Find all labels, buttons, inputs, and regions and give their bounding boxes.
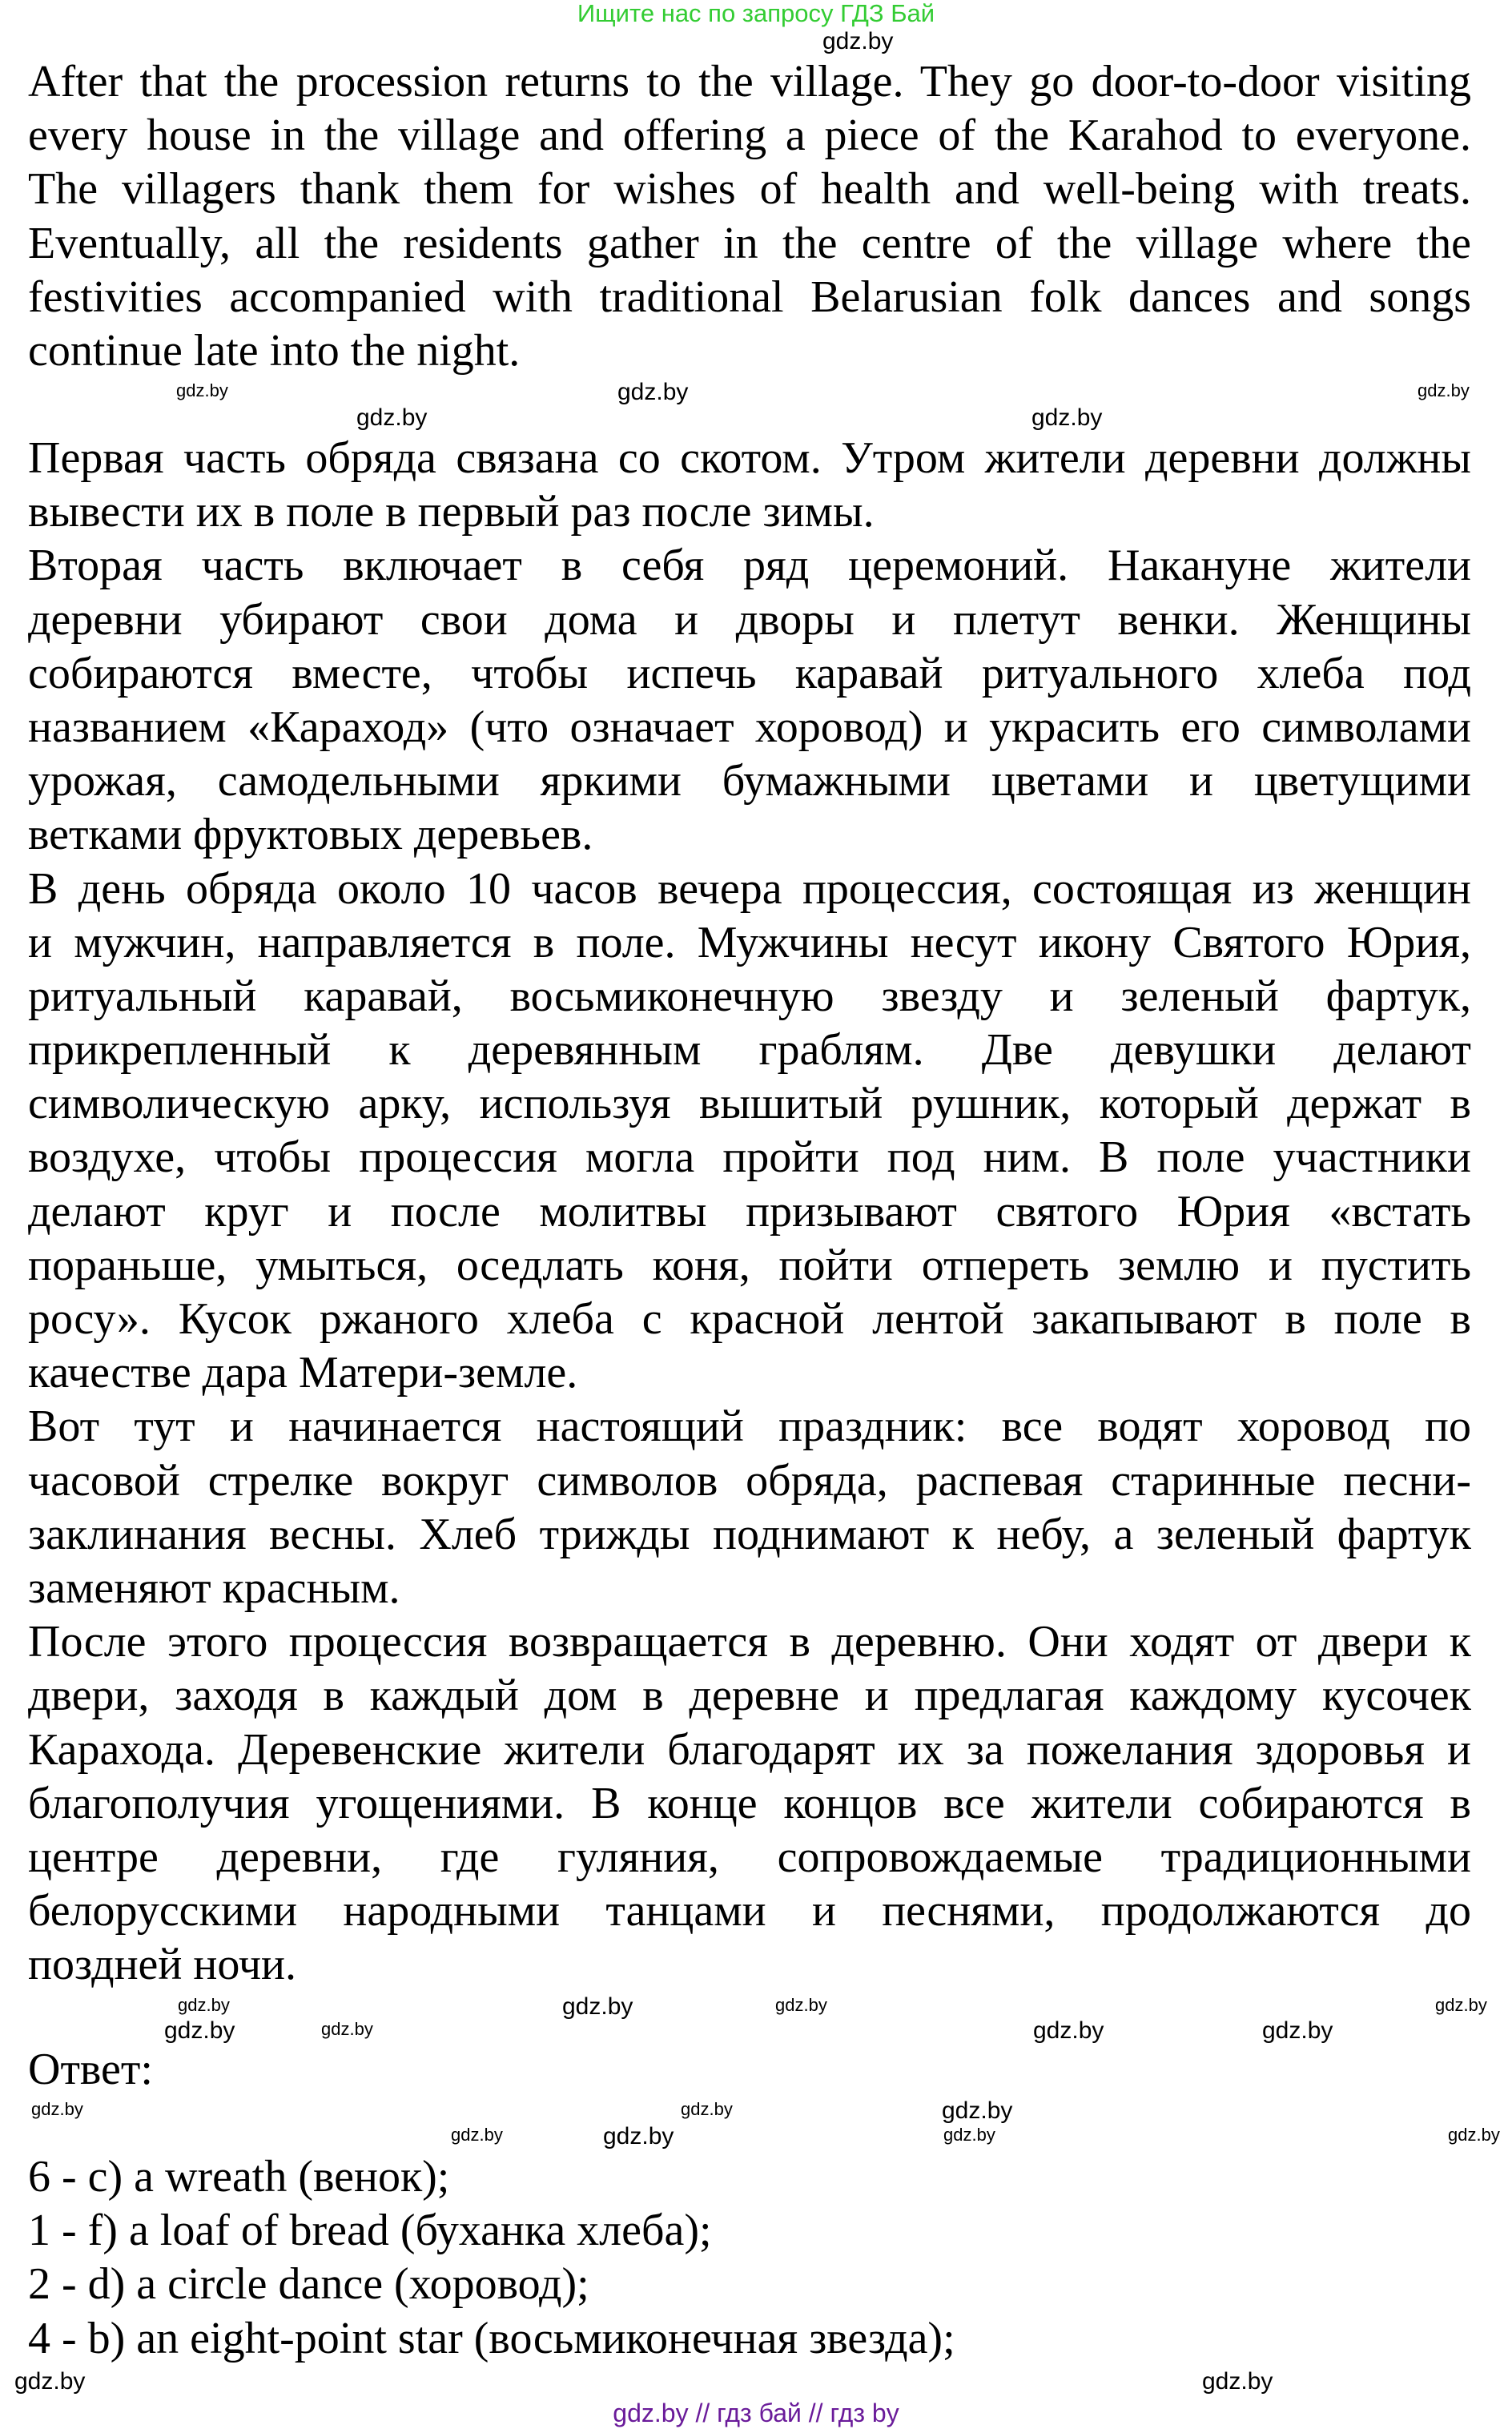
text-line: Eventually, all the residents gather in the centre of the village where the (28, 218, 1471, 268)
text-line: центре деревни, где гуляния, сопровождаемые традиционными (28, 1832, 1471, 1882)
watermark: gdz.by (1418, 380, 1470, 400)
text-line: поздней ночи. (28, 1940, 297, 1990)
header-banner[interactable]: Ищите нас по запросу ГДЗ Бай (577, 0, 935, 27)
text-line: благополучия угощениями. В конце концов все жители собираются в (28, 1778, 1471, 1828)
text-line: Первая часть обряда связана со скотом. Утром жители деревни должны (28, 433, 1471, 483)
text-line: качестве дара Матери-земле. (28, 1348, 578, 1398)
text-line: пораньше, умыться, оседлать коня, пойти отпереть землю и пустить (28, 1240, 1471, 1290)
russian-translation (28, 432, 1471, 1992)
text-line: continue late into the night. (28, 325, 521, 376)
answer-heading (28, 2043, 1471, 2097)
text-line: every house in the village and offering a piece of the Karahod to everyone. (28, 111, 1471, 161)
watermark: gdz.by (775, 1995, 827, 2015)
text-line: В день обряда около 10 часов вечера процессия, состоящая из женщин (28, 863, 1471, 914)
watermark: gdz.by (1033, 2017, 1104, 2044)
text-line: часовой стрелке вокруг символов обряда, распевая старинные песни- (28, 1455, 1471, 1506)
watermark: gdz.by (562, 1993, 633, 2020)
answer-item: 6 - c) a wreath (венок); (28, 2152, 450, 2202)
text-line: росу». Кусок ржаного хлеба с красной лентой закапывают в поле в (28, 1294, 1471, 1344)
text-line: After that the procession returns to the village. They go door-to-door visiting (28, 57, 1471, 107)
watermark: gdz.by (451, 2125, 503, 2145)
watermark: gdz.by (14, 2368, 86, 2395)
watermark: gdz.by (356, 404, 428, 431)
watermark: gdz.by (942, 2097, 1013, 2124)
footer-links[interactable]: gdz.by // гдз бай // гдз by (613, 2399, 899, 2427)
answer-item: 4 - b) an eight-point star (восьмиконечная звезда); (28, 2313, 955, 2363)
watermark: gdz.by (31, 2099, 83, 2119)
text-line: собираются вместе, чтобы испечь каравай ритуального хлеба под (28, 648, 1471, 698)
watermark: gdz.by (1262, 2017, 1333, 2044)
text-line: прикрепленный к деревянным граблям. Две девушки делают (28, 1025, 1471, 1076)
text-line: заменяют красным. (28, 1562, 400, 1613)
watermark: gdz.by (178, 1995, 230, 2015)
text-line: ветками фруктовых деревьев. (28, 810, 593, 860)
watermark: gdz.by (1031, 404, 1103, 431)
text-line: белорусскими народными танцами и песнями, продолжаются до (28, 1886, 1471, 1936)
watermark: gdz.by (321, 2019, 373, 2039)
text-line: Карахода. Деревенские жители благодарят их за пожелания здоровья и (28, 1724, 1471, 1775)
text-line: и мужчин, направляется в поле. Мужчины несут икону Святого Юрия, (28, 917, 1471, 967)
watermark: gdz.by (1202, 2368, 1273, 2395)
watermark: gdz.by (617, 379, 689, 405)
watermark: gdz.by (943, 2125, 995, 2145)
watermark: gdz.by (1435, 1995, 1487, 2015)
text-line: названием «Караход» (что означает хоровод) и украсить его символами (28, 702, 1471, 752)
english-paragraph (28, 55, 1471, 378)
text-line: ритуальный каравай, восьмиконечную звезду и зеленый фартук, (28, 971, 1471, 1021)
text-line: деревни убирают свои дома и дворы и плетут венки. Женщины (28, 594, 1471, 645)
watermark: gdz.by (822, 28, 894, 54)
text-line: festivities accompanied with traditional Belarusian folk dances and songs (28, 271, 1471, 322)
answer-item: 2 - d) a circle dance (хоровод); (28, 2259, 589, 2310)
text-line: воздухе, чтобы процессия могла пройти под ним. В поле участники (28, 1132, 1471, 1183)
answer-item: 1 - f) a loaf of bread (буханка хлеба); (28, 2206, 712, 2256)
watermark: gdz.by (603, 2123, 674, 2150)
text-line: вывести их в поле в первый раз после зимы. (28, 487, 875, 537)
watermark: gdz.by (1448, 2125, 1500, 2145)
answer-list (28, 2150, 1471, 2366)
text-line: После этого процессия возвращается в деревню. Они ходят от двери к (28, 1617, 1471, 1667)
text-line: урожая, самодельными яркими бумажными цветами и цветущими (28, 756, 1471, 806)
watermark: gdz.by (176, 380, 228, 400)
text-line: Вот тут и начинается настоящий праздник: все водят хоровод по (28, 1402, 1471, 1452)
watermark: gdz.by (164, 2017, 235, 2044)
answer-label: Ответ: (28, 2045, 153, 2094)
text-line: заклинания весны. Хлеб трижды поднимают к небу, а зеленый фартук (28, 1509, 1471, 1559)
text-line: двери, заходя в каждый дом в деревне и предлагая каждому кусочек (28, 1671, 1471, 1721)
text-line: Вторая часть включает в себя ряд церемоний. Накануне жители (28, 541, 1471, 591)
text-line: символическую арку, используя вышитый рушник, который держат в (28, 1079, 1471, 1129)
text-line: делают круг и после молитвы призывают святого Юрия «встать (28, 1186, 1471, 1237)
text-line: The villagers thank them for wishes of health and well-being with treats. (28, 164, 1471, 215)
watermark: gdz.by (681, 2099, 733, 2119)
